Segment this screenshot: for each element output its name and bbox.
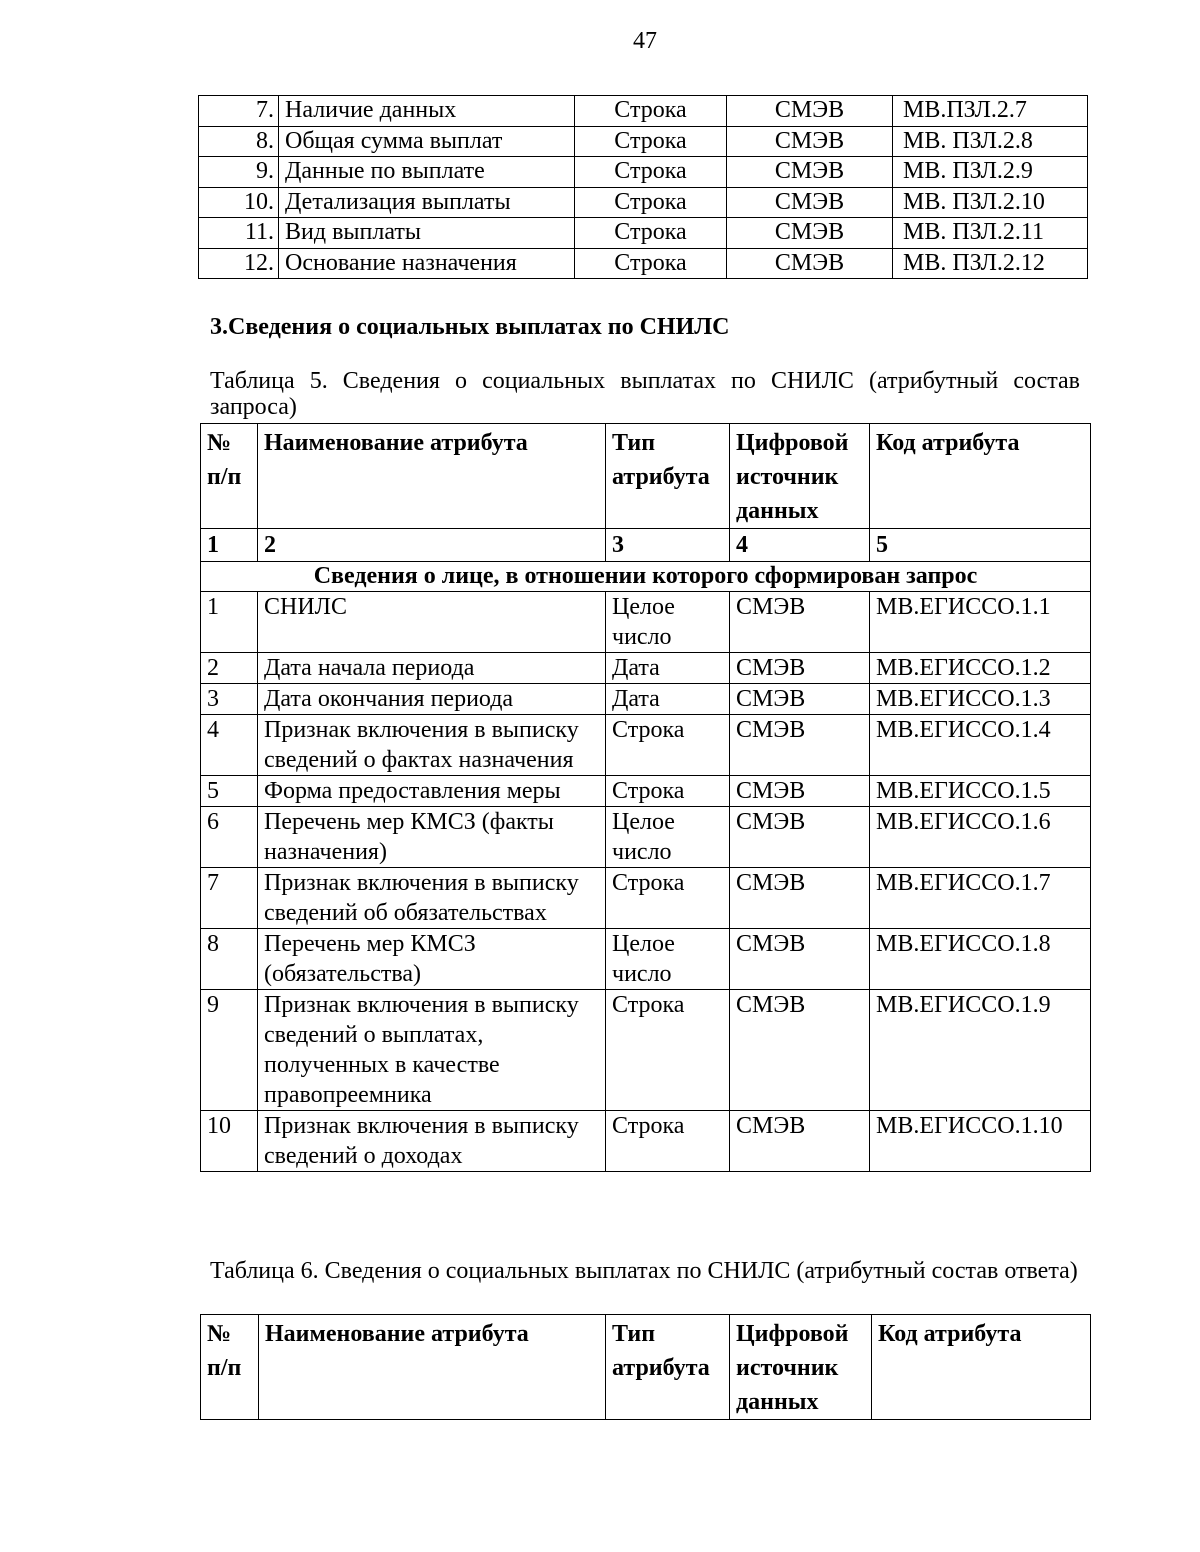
data-source: СМЭВ (730, 868, 870, 929)
data-source: СМЭВ (727, 157, 893, 188)
table5-header-row (201, 424, 1091, 529)
data-source: СМЭВ (730, 929, 870, 990)
attribute-code: МВ.ЕГИССО.1.10 (870, 1111, 1091, 1172)
attribute-name: СНИЛС (258, 592, 606, 653)
attribute-code: МВ.ЕГИССО.1.3 (870, 684, 1091, 715)
data-source: СМЭВ (730, 592, 870, 653)
attribute-code: МВ.ЕГИССО.1.6 (870, 807, 1091, 868)
attribute-type: Целое число (606, 592, 730, 653)
attribute-name: Признак включения в выписку сведений о доходах (258, 1111, 606, 1172)
data-source: СМЭВ (730, 1111, 870, 1172)
row-number: 9. (199, 157, 279, 188)
attribute-code: МВ.ЕГИССО.1.7 (870, 868, 1091, 929)
attribute-type: Строка (575, 218, 727, 249)
attribute-name: Детализация выплаты (279, 187, 575, 218)
attribute-code: МВ.ЕГИССО.1.8 (870, 929, 1091, 990)
row-number: 7. (199, 96, 279, 127)
attribute-name: Основание назначения (279, 248, 575, 279)
attribute-code: МВ. ПЗЛ.2.9 (893, 157, 1088, 188)
table6-response-attributes (200, 1314, 1091, 1420)
attribute-type: Строка (575, 96, 727, 127)
table-row (199, 126, 1088, 157)
data-source: СМЭВ (727, 218, 893, 249)
table-row (201, 929, 1091, 990)
row-number: 12. (199, 248, 279, 279)
attribute-name: Дата начала периода (258, 653, 606, 684)
table-row (199, 248, 1088, 279)
table-row (201, 684, 1091, 715)
section-heading: 3.Сведения о социальных выплатах по СНИЛС (210, 314, 730, 340)
data-source: СМЭВ (727, 187, 893, 218)
table5-index-row (201, 529, 1091, 562)
attribute-code: МВ. ПЗЛ.2.10 (893, 187, 1088, 218)
data-source: СМЭВ (727, 248, 893, 279)
table-row (201, 715, 1091, 776)
table5-group-row (201, 562, 1091, 592)
attribute-name: Форма предоставления меры (258, 776, 606, 807)
row-number: 3 (201, 684, 258, 715)
page-number: 47 (633, 28, 657, 54)
header-source: Цифровой источник данных (730, 1315, 872, 1420)
attribute-name: Данные по выплате (279, 157, 575, 188)
attribute-name: Общая сумма выплат (279, 126, 575, 157)
attribute-name: Перечень мер КМСЗ (факты назначения) (258, 807, 606, 868)
index-cell: 2 (258, 529, 606, 562)
attribute-name: Признак включения в выписку сведений об обязательствах (258, 868, 606, 929)
data-source: СМЭВ (727, 96, 893, 127)
attribute-code: МВ.ЕГИССО.1.4 (870, 715, 1091, 776)
table-row (201, 653, 1091, 684)
data-source: СМЭВ (730, 807, 870, 868)
attribute-type: Дата (606, 684, 730, 715)
attribute-type: Строка (575, 187, 727, 218)
row-number: 4 (201, 715, 258, 776)
attribute-name: Перечень мер КМСЗ (обязательства) (258, 929, 606, 990)
attribute-type: Строка (575, 248, 727, 279)
index-cell: 5 (870, 529, 1091, 562)
attribute-type: Строка (606, 868, 730, 929)
attribute-code: МВ. ПЗЛ.2.11 (893, 218, 1088, 249)
attribute-name: Наличие данных (279, 96, 575, 127)
index-cell: 1 (201, 529, 258, 562)
row-number: 9 (201, 990, 258, 1111)
row-number: 7 (201, 868, 258, 929)
table-row (199, 157, 1088, 188)
attribute-type: Целое число (606, 807, 730, 868)
attribute-name: Признак включения в выписку сведений о фактах назначения (258, 715, 606, 776)
data-source: СМЭВ (730, 684, 870, 715)
table6-header-row (201, 1315, 1091, 1420)
row-number: 10. (199, 187, 279, 218)
data-source: СМЭВ (730, 990, 870, 1111)
attribute-code: МВ.ПЗЛ.2.7 (893, 96, 1088, 127)
data-source: СМЭВ (730, 776, 870, 807)
attribute-name: Признак включения в выписку сведений о выплатах, полученных в качестве правопреемника (258, 990, 606, 1111)
header-num: № п/п (201, 1315, 259, 1420)
attributes-table-continuation (198, 95, 1088, 279)
row-number: 10 (201, 1111, 258, 1172)
index-cell: 4 (730, 529, 870, 562)
attribute-code: МВ.ЕГИССО.1.5 (870, 776, 1091, 807)
table-row (201, 592, 1091, 653)
data-source: СМЭВ (727, 126, 893, 157)
table-row (199, 96, 1088, 127)
table-row (201, 807, 1091, 868)
row-number: 5 (201, 776, 258, 807)
attribute-name: Вид выплаты (279, 218, 575, 249)
table6-caption: Таблица 6. Сведения о социальных выплатах по СНИЛС (атрибутный состав ответа) (210, 1258, 1078, 1284)
row-number: 6 (201, 807, 258, 868)
data-source: СМЭВ (730, 715, 870, 776)
header-code: Код атрибута (870, 424, 1091, 529)
attribute-type: Строка (575, 126, 727, 157)
attribute-type: Целое число (606, 929, 730, 990)
table5-request-attributes (200, 423, 1091, 1172)
attribute-code: МВ.ЕГИССО.1.1 (870, 592, 1091, 653)
attribute-type: Строка (575, 157, 727, 188)
header-name: Наименование атрибута (258, 424, 606, 529)
attribute-type: Дата (606, 653, 730, 684)
table5-caption: Таблица 5. Сведения о социальных выплатах по СНИЛС (атрибутный состав запроса) (210, 368, 1080, 420)
table-row (201, 868, 1091, 929)
attribute-code: МВ. ПЗЛ.2.12 (893, 248, 1088, 279)
row-number: 11. (199, 218, 279, 249)
attribute-code: МВ.ЕГИССО.1.9 (870, 990, 1091, 1111)
attribute-type: Строка (606, 990, 730, 1111)
attribute-type: Строка (606, 715, 730, 776)
header-type: Тип атрибута (606, 424, 730, 529)
attribute-code: МВ.ЕГИССО.1.2 (870, 653, 1091, 684)
attribute-code: МВ. ПЗЛ.2.8 (893, 126, 1088, 157)
row-number: 8. (199, 126, 279, 157)
attribute-type: Строка (606, 776, 730, 807)
table-row (199, 218, 1088, 249)
header-type: Тип атрибута (606, 1315, 730, 1420)
attribute-type: Строка (606, 1111, 730, 1172)
table-row (201, 1111, 1091, 1172)
row-number: 8 (201, 929, 258, 990)
header-num: № п/п (201, 424, 258, 529)
row-number: 1 (201, 592, 258, 653)
table-row (201, 776, 1091, 807)
header-name: Наименование атрибута (259, 1315, 606, 1420)
row-number: 2 (201, 653, 258, 684)
header-source: Цифровой источник данных (730, 424, 870, 529)
table-row (201, 990, 1091, 1111)
data-source: СМЭВ (730, 653, 870, 684)
table-row (199, 187, 1088, 218)
index-cell: 3 (606, 529, 730, 562)
attribute-name: Дата окончания периода (258, 684, 606, 715)
header-code: Код атрибута (872, 1315, 1091, 1420)
group-title: Сведения о лице, в отношении которого сформирован запрос (201, 562, 1091, 592)
